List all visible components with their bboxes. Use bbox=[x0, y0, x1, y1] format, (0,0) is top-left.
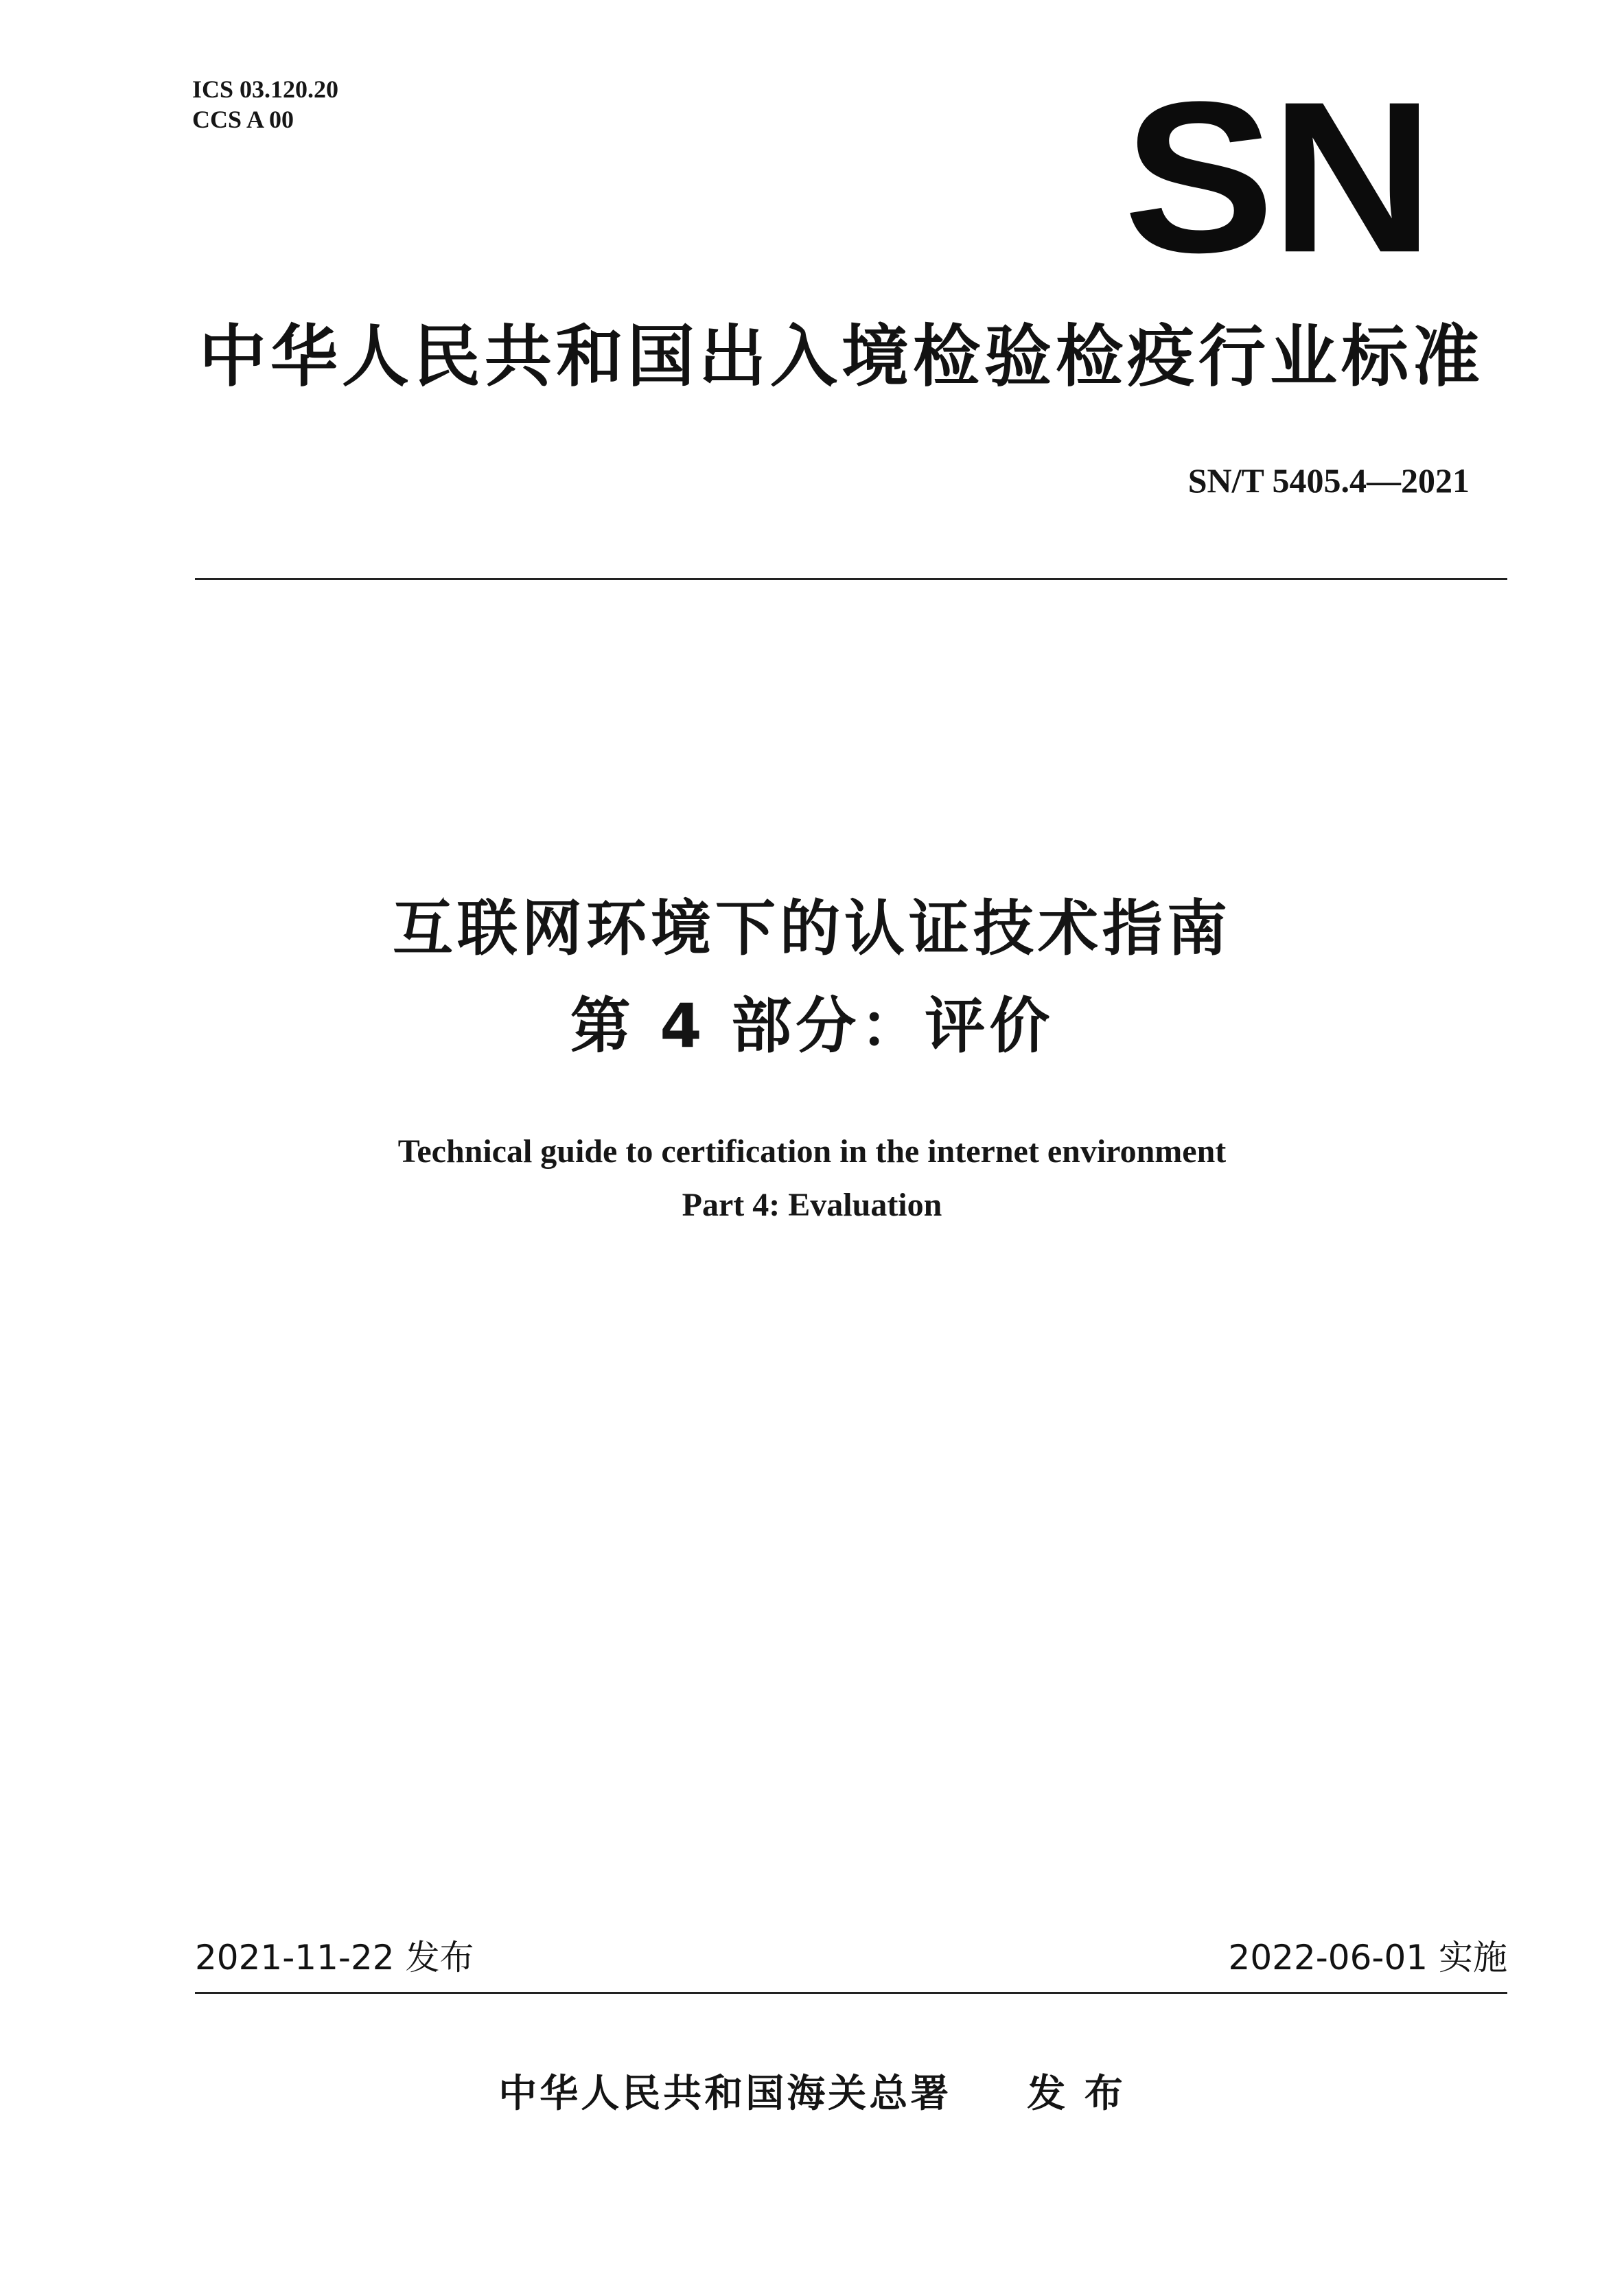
publisher-line bbox=[0, 2069, 1624, 2119]
ics-code: ICS 03.120.20 bbox=[192, 76, 339, 103]
implementation-date: 2022-06-01 实施 bbox=[1228, 1938, 1507, 1978]
top-divider bbox=[195, 578, 1507, 580]
publish-action: 发 布 bbox=[1027, 2072, 1126, 2116]
publisher-name: 中华人民共和国海关总署 bbox=[498, 2072, 952, 2116]
chinese-title-line-1: 互联网环境下的认证技术指南 bbox=[392, 893, 1231, 964]
english-title-line-2: Part 4: Evaluation bbox=[682, 1187, 942, 1223]
classification-codes bbox=[192, 74, 338, 135]
issue-date: 2021-11-22 发布 bbox=[195, 1938, 474, 1978]
ccs-code: CCS A 00 bbox=[192, 106, 294, 133]
sn-logo: SN bbox=[1123, 56, 1430, 297]
chinese-title-line-2: 第 4 部分：评价 bbox=[570, 990, 1054, 1061]
bottom-divider bbox=[195, 1992, 1507, 1994]
english-title-line-1: Technical guide to certification in the internet environment bbox=[397, 1133, 1227, 1170]
issuing-authority-title: 中华人民共和国出入境检验检疫行业标准 bbox=[199, 318, 1485, 396]
standard-number: SN/T 5405.4—2021 bbox=[1187, 461, 1470, 500]
